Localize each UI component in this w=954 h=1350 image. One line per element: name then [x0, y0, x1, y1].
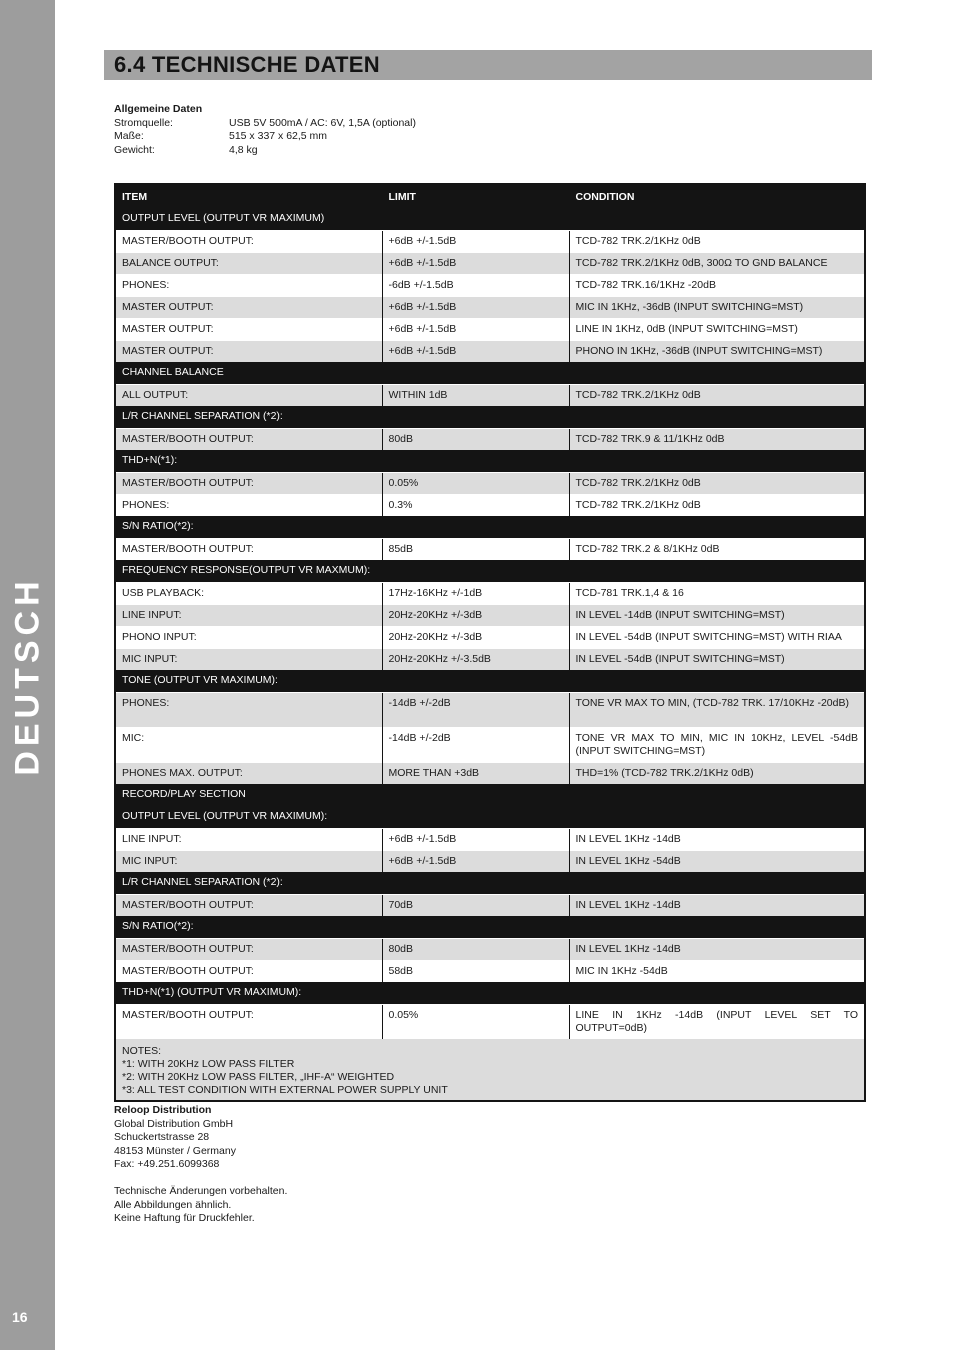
table-row — [115, 850, 865, 872]
section-row — [115, 450, 865, 472]
fax-line: Fax: +49.251.6099368 — [114, 1158, 220, 1170]
column-header-item: ITEM — [115, 184, 382, 208]
section-header — [104, 50, 872, 80]
general-value: USB 5V 500mA / AC: 6V, 1,5A (optional) — [229, 116, 416, 129]
limit-cell: 0.05% — [382, 1004, 569, 1039]
limit-cell: -6dB +/-1.5dB — [382, 274, 569, 296]
notes-cell — [115, 1039, 865, 1101]
section-title: 6.4 TECHNISCHE DATEN — [114, 52, 380, 77]
table-row — [115, 648, 865, 670]
table-header-row — [115, 184, 865, 208]
table-row — [115, 762, 865, 784]
item-cell: MASTER/BOOTH OUTPUT: — [115, 960, 382, 982]
limit-cell: +6dB +/-1.5dB — [382, 230, 569, 252]
item-cell: MASTER OUTPUT: — [115, 318, 382, 340]
item-cell: LINE INPUT: — [115, 604, 382, 626]
section-label: L/R CHANNEL SEPARATION (*2): — [115, 872, 865, 894]
limit-cell: 0.05% — [382, 472, 569, 494]
section-label: FREQUENCY RESPONSE(OUTPUT VR MAXMUM): — [115, 560, 865, 582]
item-cell: BALANCE OUTPUT: — [115, 252, 382, 274]
section-label: RECORD/PLAY SECTION — [115, 784, 865, 806]
condition-cell: TCD-782 TRK.2/1KHz 0dB — [569, 494, 865, 516]
section-label: L/R CHANNEL SEPARATION (*2): — [115, 406, 865, 428]
limit-cell: 80dB — [382, 938, 569, 960]
language-label: DEUTSCH — [8, 576, 47, 776]
section-row — [115, 872, 865, 894]
item-cell: MASTER OUTPUT: — [115, 296, 382, 318]
general-value: 4,8 kg — [229, 143, 258, 156]
item-cell: MASTER OUTPUT: — [115, 340, 382, 362]
condition-cell: IN LEVEL 1KHz -14dB — [569, 894, 865, 916]
disclaimer-line: Technische Änderungen vorbehalten. — [114, 1185, 288, 1197]
section-row — [115, 516, 865, 538]
table-row — [115, 274, 865, 296]
disclaimer-line: Alle Abbildungen ähnlich. — [114, 1198, 232, 1211]
condition-cell: TCD-782 TRK.2 & 8/1KHz 0dB — [569, 538, 865, 560]
condition-cell: IN LEVEL 1KHz -14dB — [569, 828, 865, 850]
item-cell: MASTER/BOOTH OUTPUT: — [115, 538, 382, 560]
condition-cell: TCD-782 TRK.9 & 11/1KHz 0dB — [569, 428, 865, 450]
condition-cell: LINE IN 1KHz -14dB (INPUT LEVEL SET TO OUTPUT=0dB) — [569, 1004, 865, 1039]
limit-cell: 20Hz-20KHz +/-3.5dB — [382, 648, 569, 670]
section-row — [115, 362, 865, 384]
general-key: Maße: — [114, 130, 144, 142]
limit-cell: 0.3% — [382, 494, 569, 516]
table-row — [115, 230, 865, 252]
table-row — [115, 538, 865, 560]
condition-cell: TCD-781 TRK.1,4 & 16 — [569, 582, 865, 604]
limit-cell: 17Hz-16KHz +/-1dB — [382, 582, 569, 604]
item-cell: PHONES: — [115, 494, 382, 516]
item-cell: MASTER/BOOTH OUTPUT: — [115, 938, 382, 960]
item-cell: PHONES: — [115, 274, 382, 296]
item-cell: USB PLAYBACK: — [115, 582, 382, 604]
section-label: OUTPUT LEVEL (OUTPUT VR MAXIMUM) — [115, 208, 865, 230]
section-row — [115, 982, 865, 1004]
limit-cell: +6dB +/-1.5dB — [382, 828, 569, 850]
condition-cell: IN LEVEL 1KHz -14dB — [569, 938, 865, 960]
table-row — [115, 494, 865, 516]
table-row — [115, 626, 865, 648]
table-row — [115, 472, 865, 494]
section-row — [115, 560, 865, 582]
table-row — [115, 828, 865, 850]
item-cell: PHONO INPUT: — [115, 626, 382, 648]
address-line: Global Distribution GmbH — [114, 1117, 234, 1130]
note-line: *3: ALL TEST CONDITION WITH EXTERNAL POWER SUPPLY UNIT — [122, 1084, 448, 1096]
condition-cell: LINE IN 1KHz, 0dB (INPUT SWITCHING=MST) — [569, 318, 865, 340]
section-row — [115, 208, 865, 230]
notes-row — [115, 1039, 865, 1101]
section-row — [115, 784, 865, 806]
spacer — [114, 1172, 287, 1186]
condition-cell: TONE VR MAX TO MIN, MIC IN 10KHz, LEVEL -54dB (INPUT SWITCHING=MST) — [569, 727, 865, 762]
item-cell: PHONES MAX. OUTPUT: — [115, 762, 382, 784]
side-band — [0, 0, 55, 1350]
item-cell: MASTER/BOOTH OUTPUT: — [115, 1004, 382, 1039]
condition-cell: IN LEVEL -54dB (INPUT SWITCHING=MST) WITH RIAA — [569, 626, 865, 648]
limit-cell: +6dB +/-1.5dB — [382, 296, 569, 318]
condition-cell: IN LEVEL 1KHz -54dB — [569, 850, 865, 872]
condition-cell: TCD-782 TRK.16/1KHz -20dB — [569, 274, 865, 296]
table-row — [115, 938, 865, 960]
condition-cell: TONE VR MAX TO MIN, (TCD-782 TRK. 17/10KHz -20dB) — [569, 692, 865, 727]
section-label: S/N RATIO(*2): — [115, 916, 865, 938]
table-row — [115, 296, 865, 318]
section-label: CHANNEL BALANCE — [115, 362, 865, 384]
table-row — [115, 727, 865, 762]
limit-cell: MORE THAN +3dB — [382, 762, 569, 784]
item-cell: LINE INPUT: — [115, 828, 382, 850]
table-row — [115, 384, 865, 406]
limit-cell: -14dB +/-2dB — [382, 727, 569, 762]
note-line: *2: WITH 20KHz LOW PASS FILTER, „IHF-A“ WEIGHTED — [122, 1071, 395, 1083]
limit-cell: 70dB — [382, 894, 569, 916]
item-cell: MASTER/BOOTH OUTPUT: — [115, 428, 382, 450]
footer — [114, 1104, 287, 1226]
limit-cell: +6dB +/-1.5dB — [382, 252, 569, 274]
item-cell: MIC: — [115, 727, 382, 762]
spec-table — [114, 183, 866, 1102]
address-line: Schuckertstrasse 28 — [114, 1131, 210, 1143]
item-cell: MIC INPUT: — [115, 648, 382, 670]
item-cell: MIC INPUT: — [115, 850, 382, 872]
section-row — [115, 806, 865, 828]
section-row — [115, 916, 865, 938]
condition-cell: TCD-782 TRK.2/1KHz 0dB — [569, 384, 865, 406]
item-cell: ALL OUTPUT: — [115, 384, 382, 406]
section-label: TONE (OUTPUT VR MAXIMUM): — [115, 670, 865, 692]
address-line: 48153 Münster / Germany — [114, 1144, 236, 1157]
general-data — [114, 103, 416, 157]
general-key: Stromquelle: — [114, 116, 173, 129]
condition-cell: TCD-782 TRK.2/1KHz 0dB — [569, 230, 865, 252]
table-row — [115, 604, 865, 626]
table-row — [115, 692, 865, 727]
item-cell: PHONES: — [115, 692, 382, 727]
section-row — [115, 670, 865, 692]
section-row — [115, 406, 865, 428]
table-row — [115, 318, 865, 340]
item-cell: MASTER/BOOTH OUTPUT: — [115, 894, 382, 916]
general-heading: Allgemeine Daten — [114, 103, 203, 115]
condition-cell: MIC IN 1KHz, -36dB (INPUT SWITCHING=MST) — [569, 296, 865, 318]
notes-heading: NOTES: — [122, 1045, 162, 1057]
table-row — [115, 428, 865, 450]
item-cell: MASTER/BOOTH OUTPUT: — [115, 472, 382, 494]
column-header-limit: LIMIT — [382, 184, 569, 208]
general-value: 515 x 337 x 62,5 mm — [229, 130, 328, 142]
condition-cell: TCD-782 TRK.2/1KHz 0dB — [569, 472, 865, 494]
section-label: OUTPUT LEVEL (OUTPUT VR MAXIMUM): — [115, 806, 865, 828]
table-row — [115, 340, 865, 362]
limit-cell: -14dB +/-2dB — [382, 692, 569, 727]
table-row — [115, 960, 865, 982]
condition-cell: IN LEVEL -54dB (INPUT SWITCHING=MST) — [569, 648, 865, 670]
condition-cell: MIC IN 1KHz -54dB — [569, 960, 865, 982]
limit-cell: 85dB — [382, 538, 569, 560]
item-cell: MASTER/BOOTH OUTPUT: — [115, 230, 382, 252]
section-label: THD+N(*1) (OUTPUT VR MAXIMUM): — [115, 982, 865, 1004]
limit-cell: 20Hz-20KHz +/-3dB — [382, 604, 569, 626]
limit-cell: +6dB +/-1.5dB — [382, 340, 569, 362]
condition-cell: THD=1% (TCD-782 TRK.2/1KHz 0dB) — [569, 762, 865, 784]
table-row — [115, 252, 865, 274]
section-label: THD+N(*1): — [115, 450, 865, 472]
condition-cell: IN LEVEL -14dB (INPUT SWITCHING=MST) — [569, 604, 865, 626]
limit-cell: WITHIN 1dB — [382, 384, 569, 406]
page-number: 16 — [12, 1309, 28, 1325]
general-key: Gewicht: — [114, 143, 155, 156]
table-row — [115, 894, 865, 916]
disclaimer-line: Keine Haftung für Druckfehler. — [114, 1212, 255, 1224]
note-line: *1: WITH 20KHz LOW PASS FILTER — [122, 1058, 295, 1070]
table-row — [115, 582, 865, 604]
condition-cell: TCD-782 TRK.2/1KHz 0dB, 300Ω TO GND BALANCE — [569, 252, 865, 274]
general-row — [114, 117, 416, 131]
limit-cell: +6dB +/-1.5dB — [382, 318, 569, 340]
general-row — [114, 130, 416, 144]
limit-cell: 80dB — [382, 428, 569, 450]
section-label: S/N RATIO(*2): — [115, 516, 865, 538]
column-header-condition: CONDITION — [569, 184, 865, 208]
condition-cell: PHONO IN 1KHz, -36dB (INPUT SWITCHING=MST) — [569, 340, 865, 362]
distributor-name: Reloop Distribution — [114, 1104, 212, 1116]
table-row — [115, 1004, 865, 1039]
general-row — [114, 144, 416, 158]
limit-cell: 20Hz-20KHz +/-3dB — [382, 626, 569, 648]
limit-cell: +6dB +/-1.5dB — [382, 850, 569, 872]
limit-cell: 58dB — [382, 960, 569, 982]
